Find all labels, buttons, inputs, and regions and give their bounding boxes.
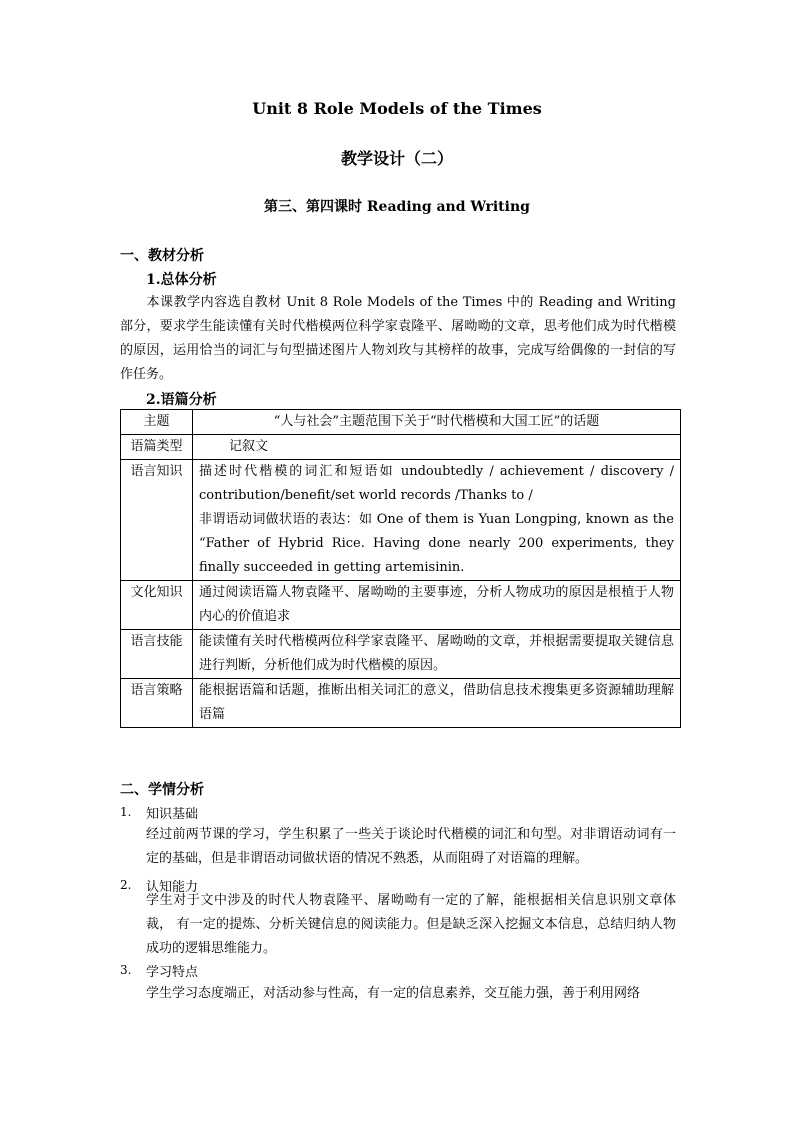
item-label: 知识基础 bbox=[146, 807, 199, 822]
row-value: 记叙文 bbox=[193, 435, 681, 460]
item-text: 经过前两节课的学习，学生积累了一些关于谈论时代楷模的词汇和句型。对非谓语动词有一定的基础，但是非谓语动词做状语的情况不熟悉，从而阻碍了对语篇的理解。 bbox=[146, 827, 676, 866]
row-key: 语篇类型 bbox=[121, 435, 193, 460]
item-text: 学生学习态度端正，对活动参与性高，有一定的信息素养，交互能力强，善于利用网络 bbox=[146, 986, 641, 1001]
row-key: 主题 bbox=[121, 410, 193, 435]
item-label: 认知能力 bbox=[146, 880, 199, 895]
lesson-title: 第三、第四课时 Reading and Writing bbox=[264, 199, 530, 215]
item-number: 3. bbox=[120, 963, 132, 977]
design-title: 教学设计（二） bbox=[340, 149, 453, 168]
table-row bbox=[121, 679, 681, 728]
language-grammar-text: 非谓语动词做状语的表达：如 One of them is Yuan Longping, known as the “Father of Hybrid Rice. Having done nearly 200 experiments, they finally succeeded in getting artemisinin. bbox=[199, 512, 674, 575]
table-row bbox=[121, 460, 681, 581]
row-value: 通过阅读语篇人物袁隆平、屠呦呦的主要事迹，分析人物成功的原因是根植于人物内心的价值追求 bbox=[193, 581, 681, 630]
row-key: 语言技能 bbox=[121, 630, 193, 679]
row-value: 能读懂有关时代楷模两位科学家袁隆平、屠呦呦的文章，并根据需要提取关键信息进行判断，分析他们成为时代楷模的原因。 bbox=[193, 630, 681, 679]
item-text: 学生对于文中涉及的时代人物袁隆平、屠呦呦有一定的了解，能根据相关信息识别文章体裁， 有一定的提炼、分析关键信息的阅读能力。但是缺乏深入挖掘文本信息，总结归纳人物成功的逻辑思维能力。 bbox=[146, 893, 676, 956]
section1-heading: 一、教材分析 bbox=[120, 248, 204, 264]
overview-heading: 1.总体分析 bbox=[146, 272, 217, 288]
item-number: 2. bbox=[120, 878, 132, 892]
unit-title: Unit 8 Role Models of the Times bbox=[252, 99, 542, 118]
table-row bbox=[121, 630, 681, 679]
row-key: 语言知识 bbox=[121, 460, 193, 581]
row-key: 文化知识 bbox=[121, 581, 193, 630]
row-key: 语言策略 bbox=[121, 679, 193, 728]
row-value: “人与社会”主题范围下关于“时代楷模和大国工匠”的话题 bbox=[193, 410, 681, 435]
language-vocab-text: 描述时代楷模的词汇和短语如 undoubtedly / achievement / discovery / contribution/benefit/set world records /Thanks to / bbox=[199, 464, 674, 503]
row-value bbox=[193, 460, 681, 581]
table-row bbox=[121, 410, 681, 435]
overview-paragraph bbox=[120, 291, 676, 387]
discourse-analysis-table bbox=[120, 409, 681, 728]
table-row bbox=[121, 581, 681, 630]
row-value: 能根据语篇和话题，推断出相关词汇的意义，借助信息技术搜集更多资源辅助理解语篇 bbox=[193, 679, 681, 728]
discourse-heading: 2.语篇分析 bbox=[146, 392, 217, 408]
overview-text: 本课教学内容选自教材 Unit 8 Role Models of the Times 中的 Reading and Writing 部分，要求学生能读懂有关时代楷模两位科学家袁隆平、屠呦呦的文章，思考他们成为时代楷模的原因，运用恰当的词汇与句型描述图片人物刘玫与其榜样的故事，完成写给偶像的一封信的写作任务。 bbox=[120, 295, 676, 382]
item-label: 学习特点 bbox=[146, 965, 199, 980]
item-number: 1. bbox=[120, 805, 132, 819]
section2-heading: 二、学情分析 bbox=[120, 782, 204, 798]
table-row bbox=[121, 435, 681, 460]
